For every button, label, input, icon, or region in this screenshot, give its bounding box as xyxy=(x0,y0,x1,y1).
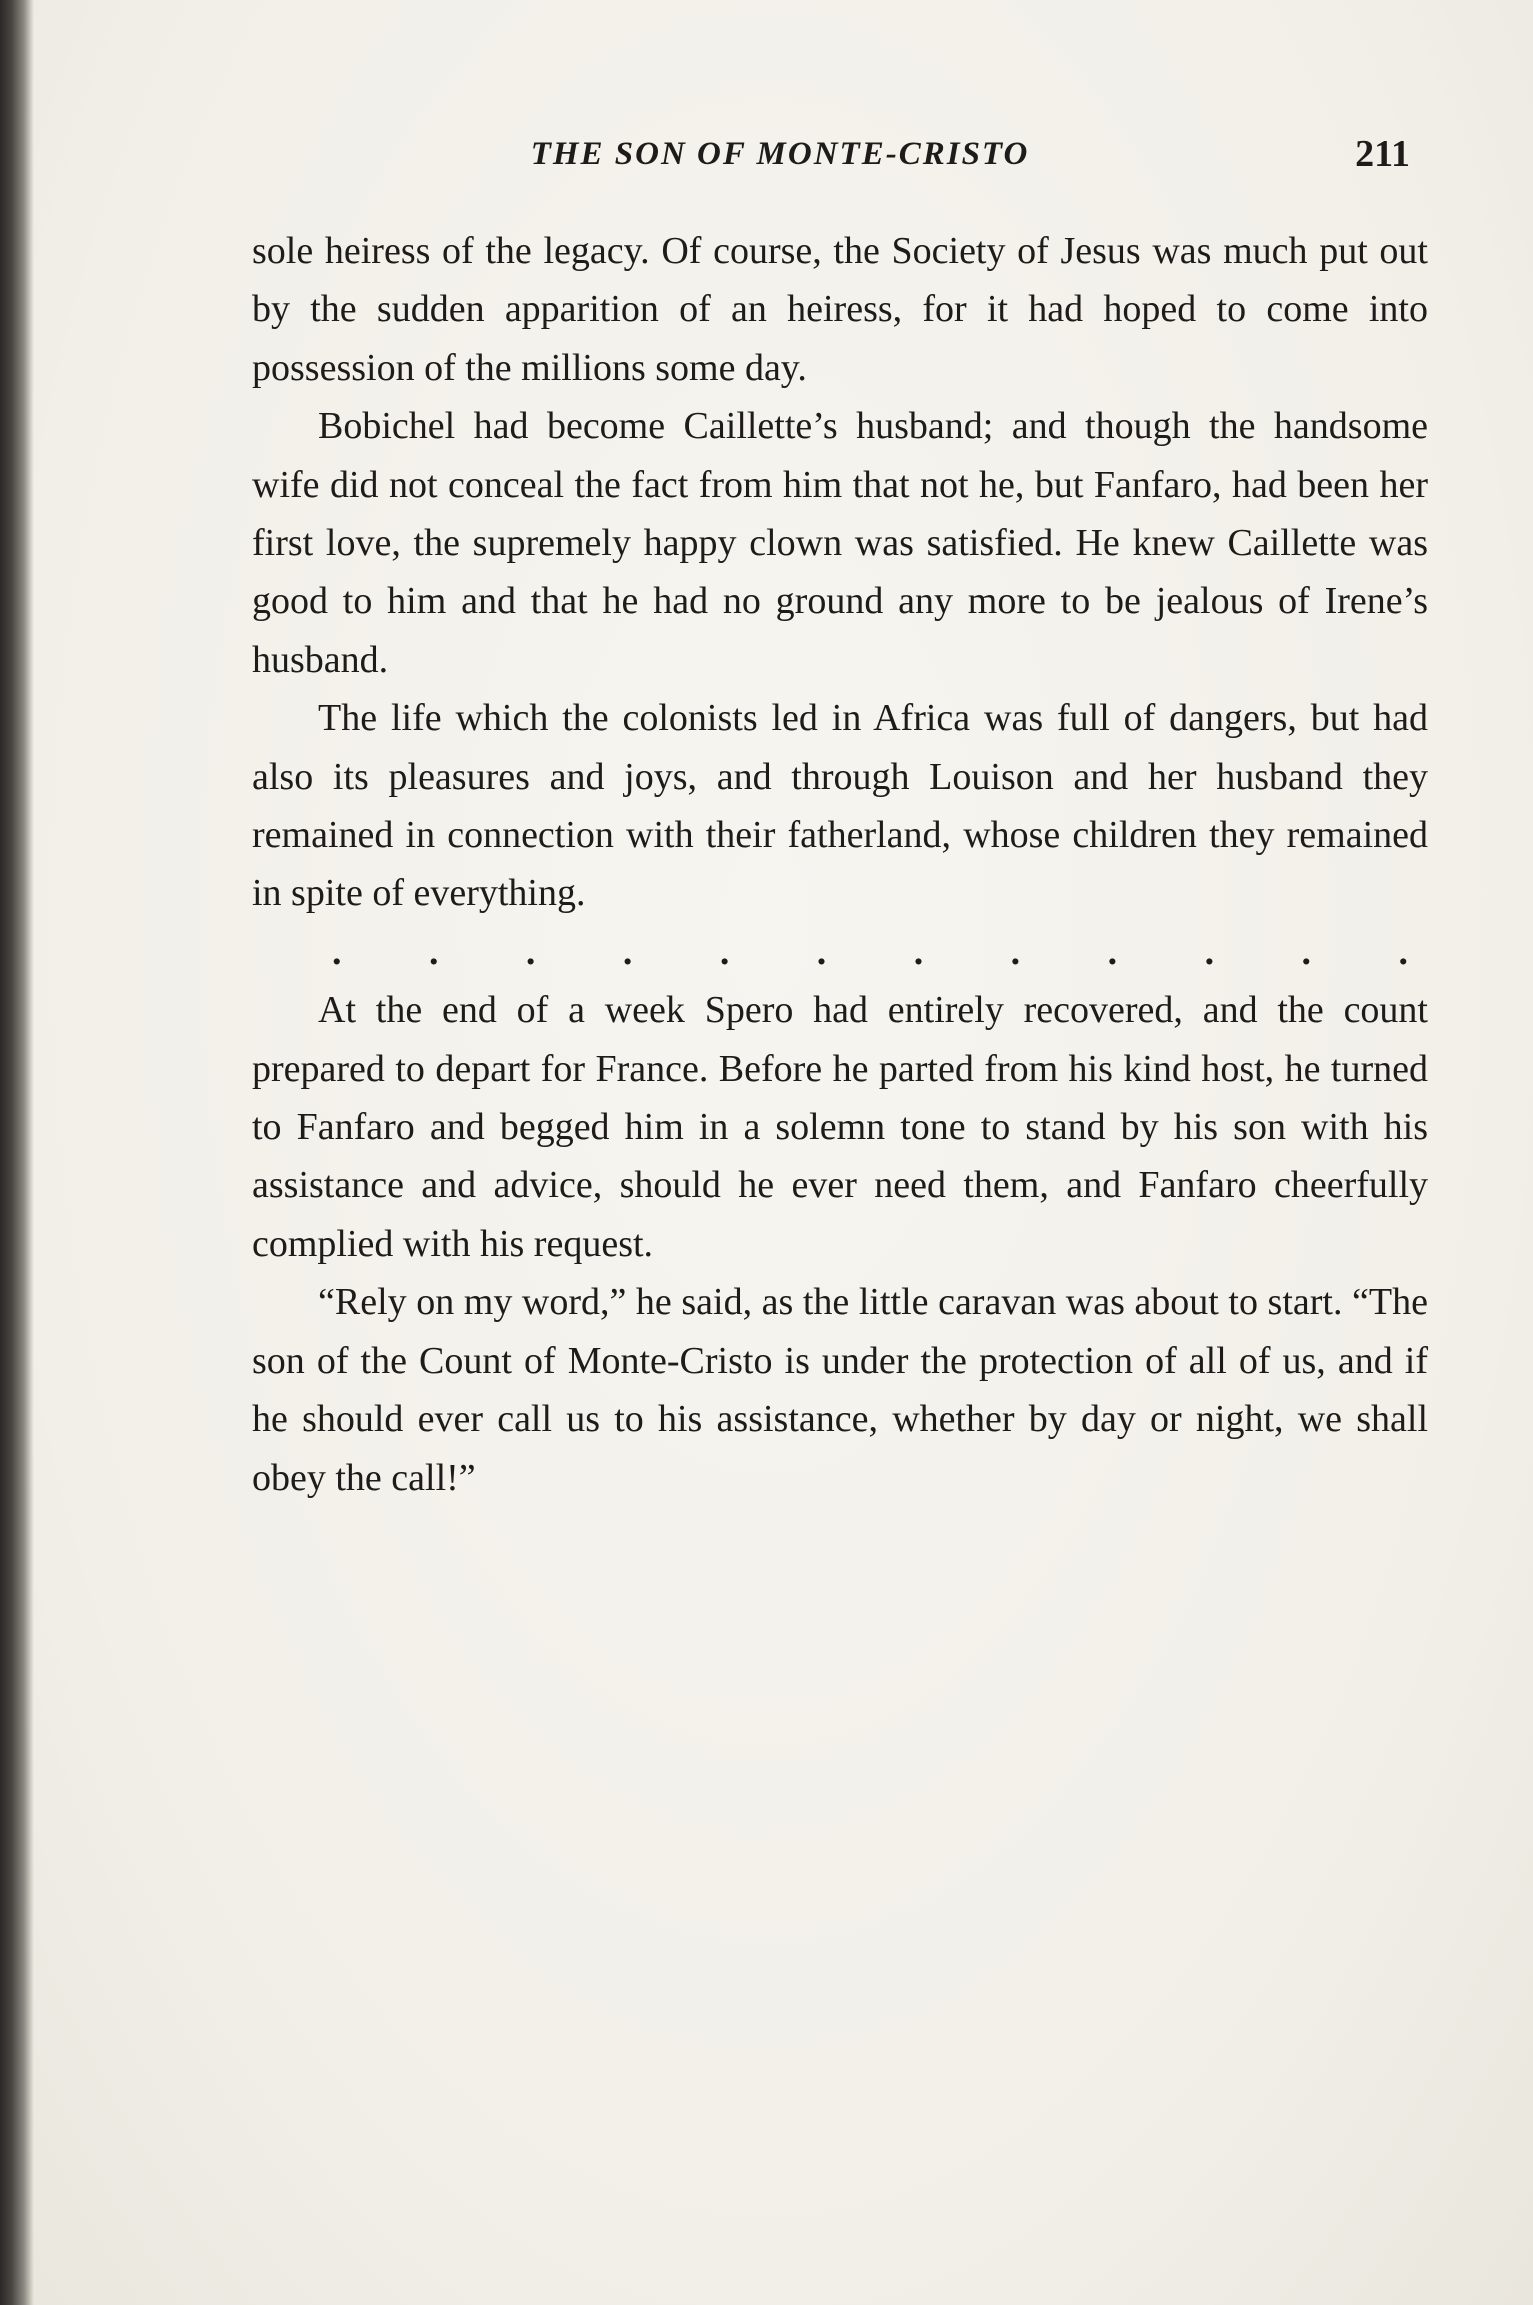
separator-dot: . xyxy=(622,930,633,973)
paragraph-5: “Rely on my word,” he said, as the little caravan was about to start. “The son of the Count of Monte-Cristo is under the protection of all of us, and if he should ever call us to his assistance, whether by day or night, we shall obey the call!” xyxy=(252,1281,1428,1499)
paragraph-4: At the end of a week Spero had entirely recovered, and the count prepared to depart for France. Before he parted from his kind host, he turned to Fanfaro and begged him in a solemn tone to stand by his son with his assistance and advice, should he ever need them, and Fanfaro cheerfully complied with his request. xyxy=(252,989,1428,1265)
separator-dot: . xyxy=(816,930,827,973)
body-text xyxy=(252,222,1428,1507)
separator-dot: . xyxy=(525,930,536,973)
separator-dot: . xyxy=(913,930,924,973)
section-separator xyxy=(252,923,1428,981)
running-title: THE SON OF MONTE-CRISTO xyxy=(530,136,1030,172)
paragraph-1: sole heiress of the legacy. Of course, the Society of Jesus was much put out by the sudden apparition of an heiress, for it had hoped to come into possession of the millions some day. xyxy=(252,230,1428,389)
separator-dot: . xyxy=(332,930,342,973)
page-header xyxy=(250,128,1430,188)
separator-dot: . xyxy=(1010,930,1021,973)
separator-dot: . xyxy=(1398,930,1408,973)
binding-shadow xyxy=(0,0,34,2305)
separator-dot: . xyxy=(1107,930,1118,973)
separator-dot: . xyxy=(719,930,730,973)
paragraph-3: The life which the colonists led in Africa was full of dangers, but had also its pleasures and joys, and through Louison and her husband they remained in connection with their fatherland, whose children they remained in spite of everything. xyxy=(252,697,1428,915)
separator-dot: . xyxy=(1204,930,1215,973)
separator-dot: . xyxy=(428,930,439,973)
separator-dot: . xyxy=(1301,930,1312,973)
page-number: 211 xyxy=(1355,133,1410,175)
paragraph-2: Bobichel had become Caillette’s husband; and though the handsome wife did not conceal the fact from him that not he, but Fanfaro, had been her first love, the supremely happy clown was satisfied. He knew Caillette was good to him and that he had no ground any more to be jealous of Irene’s husband. xyxy=(252,405,1428,681)
